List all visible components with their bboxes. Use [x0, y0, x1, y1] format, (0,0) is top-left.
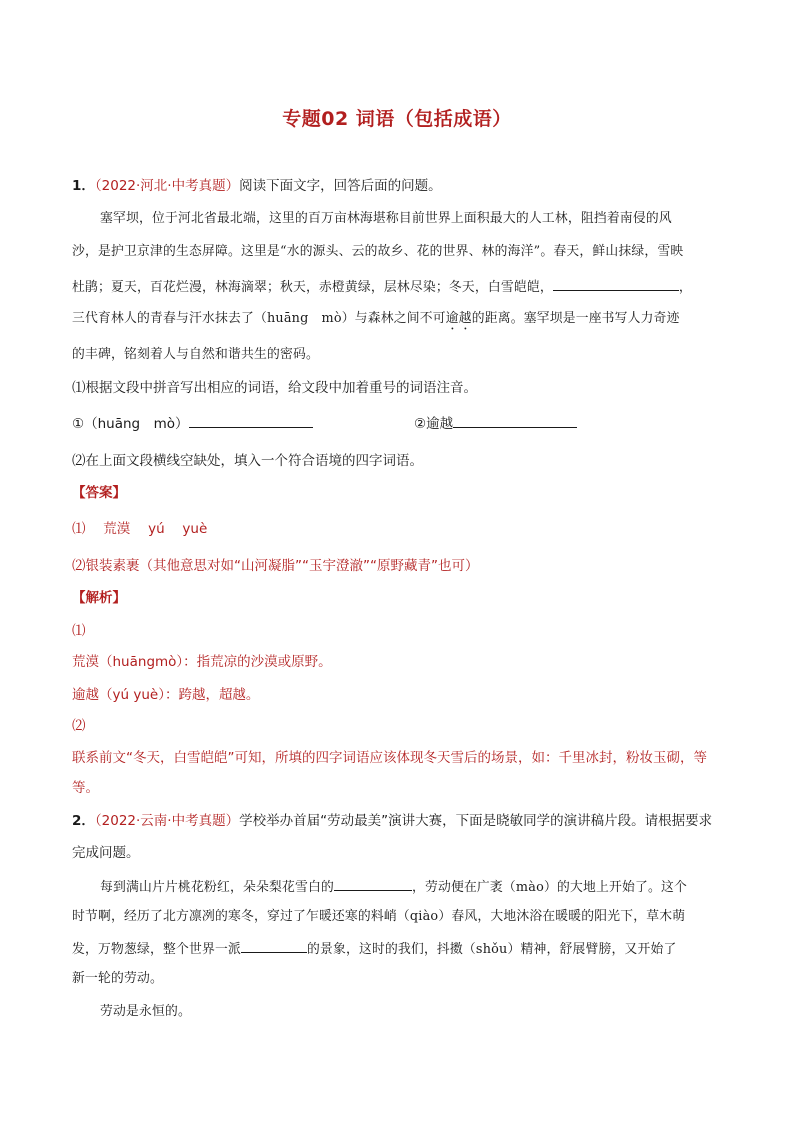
answer-blank-2[interactable] — [453, 413, 577, 428]
answer-line: ⑵银装素裹（其他意思对如“山河凝脂”“玉宇澄澈”“原野藏青”也可） — [72, 558, 479, 574]
passage-line — [72, 938, 676, 960]
analysis-line: ⑵ — [72, 718, 86, 734]
answer-line: ⑴ 荒漠 yú yuè — [72, 521, 208, 537]
question-prompt: 学校举办首届“劳动最美”演讲大赛，下面是晓敏同学的演讲稿片段。请根据要求 — [239, 813, 713, 829]
answer-blank-1[interactable] — [189, 413, 313, 428]
question-number: 1． — [72, 178, 95, 194]
sub-question-1: ⑴根据文段中拼音写出相应的词语，给文段中加着重号的词语注音。 — [72, 380, 477, 396]
passage-line — [72, 309, 680, 333]
sub-question-2: ⑵在上面文段横线空缺处，填入一个符合语境的四字词语。 — [72, 453, 423, 469]
analysis-line: 联系前文“冬天，白雪皑皑”可知，所填的四字词语应该体现冬天雪后的场景，如：千里冰封，粉妆玉砌，等 — [72, 750, 707, 766]
fill-blank[interactable] — [553, 276, 679, 291]
question-source: （2022·河北·中考真题） — [94, 178, 240, 194]
passage-line — [100, 876, 687, 898]
passage-line: 沙，是护卫京津的生态屏障。这里是“水的源头、云的故乡、花的世界、林的海洋”。春天，鲜山抹绿，雪映 — [72, 244, 684, 259]
question-1-header — [72, 176, 442, 196]
passage-text: ， — [678, 280, 692, 295]
analysis-line: 等。 — [72, 780, 99, 796]
blank-label-2: ②逾越 — [414, 416, 454, 432]
analysis-line: ⑴ — [72, 623, 86, 639]
analysis-line: 逾越（yú yuè）：跨越，超越。 — [72, 687, 260, 703]
question-2-header — [72, 811, 712, 831]
passage-text: 发，万物葱绿，整个世界一派 — [72, 942, 241, 957]
fill-blank[interactable] — [334, 876, 412, 891]
answer-blanks-row — [72, 413, 313, 434]
answer-blanks-row-2 — [414, 413, 577, 434]
passage-line: 新一轮的劳动。 — [72, 971, 163, 986]
passage-text: 的距离。塞罕坝是一座书写人力奇迹 — [471, 311, 680, 326]
analysis-heading: 【解析】 — [72, 590, 126, 606]
analysis-line: 荒漠（huāngmò）：指荒凉的沙漠或原野。 — [72, 654, 332, 670]
emphasized-word: 逾越 — [445, 311, 472, 326]
question-source: （2022·云南·中考真题） — [94, 813, 240, 829]
page-title: 专题02 词语（包括成语） — [282, 108, 512, 130]
passage-line: 塞罕坝，位于河北省最北端，这里的百万亩林海堪称目前世界上面积最大的人工林，阻挡着南侵的风 — [100, 211, 672, 226]
passage-text: 的景象，这时的我们，抖擞（shǒu）精神，舒展臂膀，又开始了 — [306, 942, 677, 957]
passage-text: 每到满山片片桃花粉红，朵朵梨花雪白的 — [100, 880, 334, 895]
passage-text: 三代育林人的青春与汗水抹去了（huāng mò）与森林之间不可 — [72, 311, 446, 326]
question-prompt-cont: 完成问题。 — [72, 845, 140, 861]
passage-line — [72, 276, 692, 298]
passage-line: 的丰碑，铭刻着人与自然和谐共生的密码。 — [72, 347, 319, 362]
passage-line: 时节啊，经历了北方凛冽的寒冬，穿过了乍暖还寒的料峭（qiào）春风，大地沐浴在暖暖的阳光下，草木萌 — [72, 909, 686, 924]
passage-text: ，劳动便在广袤（mào）的大地上开始了。这个 — [411, 880, 687, 895]
blank-label-1: ①（huāng mò） — [72, 416, 189, 432]
question-number: 2． — [72, 813, 95, 829]
fill-blank[interactable] — [241, 938, 307, 953]
passage-line: 劳动是永恒的。 — [100, 1004, 191, 1019]
question-prompt: 阅读下面文字，回答后面的问题。 — [239, 178, 442, 194]
passage-text: 杜鹃；夏天，百花烂漫，林海滴翠；秋天，赤橙黄绿，层林尽染；冬天，白雪皑皑， — [72, 280, 553, 295]
answer-heading: 【答案】 — [72, 485, 126, 501]
